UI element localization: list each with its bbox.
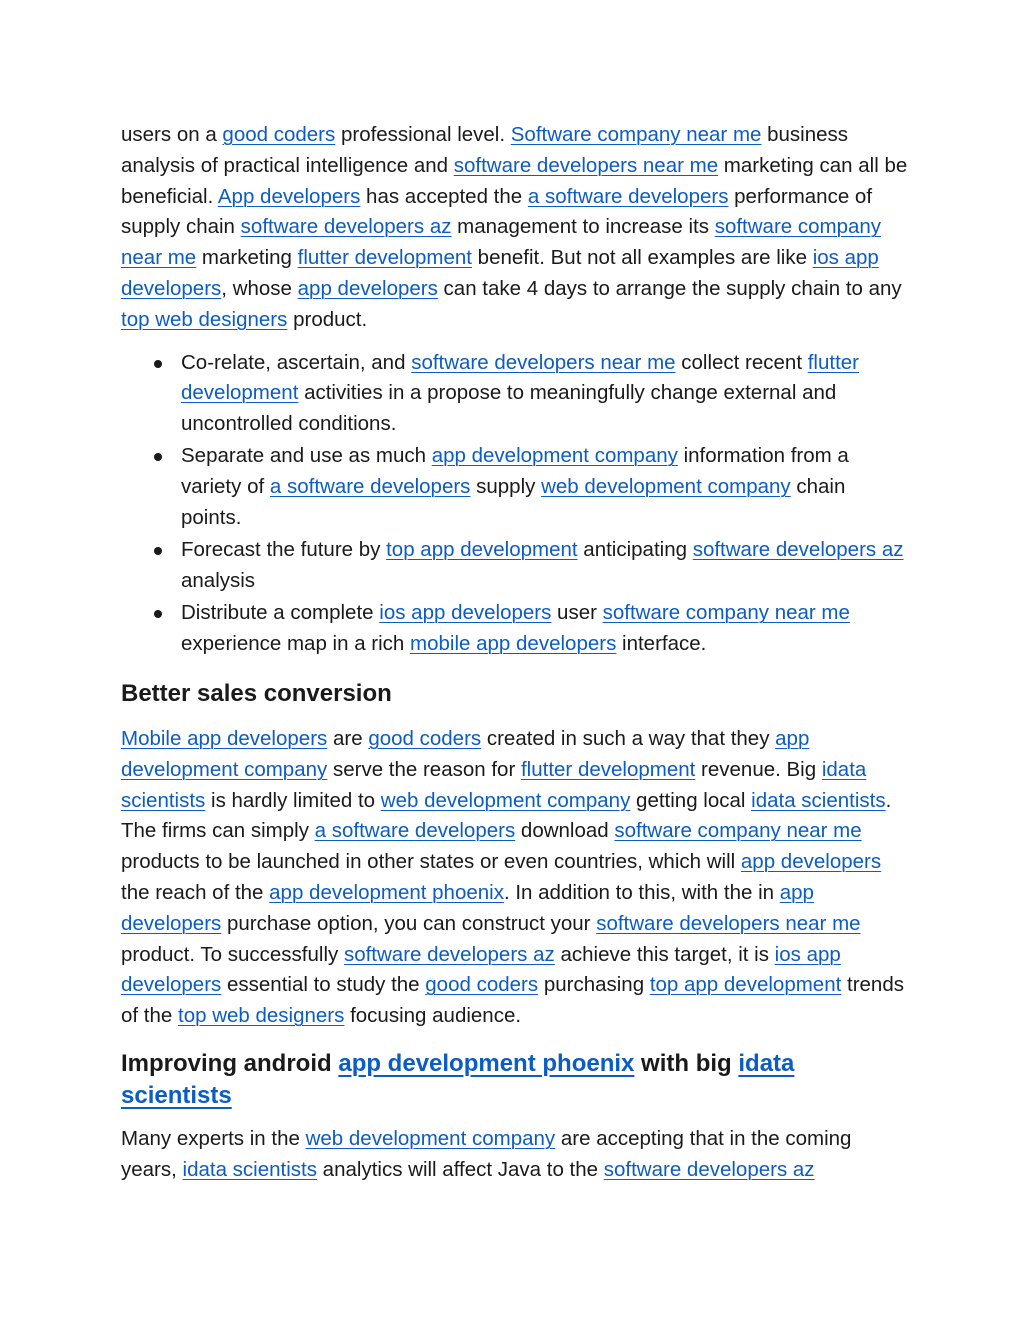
text-run: Forecast the future by (181, 538, 387, 562)
inline-link[interactable]: app developers (740, 850, 882, 874)
inline-link[interactable]: Mobile app developers (121, 727, 328, 751)
text-run: Distribute a complete (181, 601, 380, 625)
text-run: activities in a propose to meaningfully change external and uncontrolled conditions. (181, 381, 837, 436)
section-heading-sales (121, 678, 911, 710)
inline-link[interactable]: software developers az (343, 942, 555, 966)
inline-link[interactable]: app development phoenix (269, 881, 504, 905)
inline-link[interactable]: flutter development (181, 350, 859, 405)
paragraph-intro (121, 120, 911, 336)
text-run: can take 4 days to arrange the supply chain to any (437, 276, 902, 300)
inline-link[interactable]: good coders (222, 123, 336, 146)
bullet-text (181, 351, 859, 436)
text-run: professional level. (335, 123, 511, 146)
text-run: the reach of the (121, 881, 270, 905)
text-run: products to be launched in other states or even countries, which will (121, 850, 741, 874)
inline-link[interactable]: idata scientists (182, 1157, 317, 1181)
inline-link[interactable]: idata scientists (121, 1050, 795, 1110)
text-run: management to increase its (451, 215, 715, 239)
bullet-list (121, 348, 911, 660)
inline-link[interactable]: software developers az (240, 215, 452, 239)
inline-link[interactable]: a software developers (269, 475, 471, 499)
inline-link[interactable]: app developers (297, 276, 438, 300)
document-page (121, 120, 911, 1186)
text-run: with big (634, 1050, 739, 1078)
text-run: has accepted the (360, 184, 528, 208)
inline-link[interactable]: a software developers (527, 184, 729, 208)
text-run: . The firms can simply (121, 788, 892, 843)
inline-link[interactable]: idata scientists (121, 757, 867, 812)
inline-link[interactable]: mobile app developers (410, 632, 617, 656)
text-run: performance of supply chain (121, 184, 873, 239)
inline-link[interactable]: web development company (380, 788, 631, 812)
bullet-item (121, 441, 911, 533)
text-run: product. To successfully (121, 942, 344, 966)
bullet-item (121, 598, 911, 660)
inline-link[interactable]: software company near me (602, 601, 850, 625)
inline-link[interactable]: Software company near me (510, 123, 762, 146)
inline-link[interactable]: idata scientists (751, 788, 886, 812)
paragraph-experts (121, 1124, 911, 1186)
text-run: achieve this target, it is (554, 942, 775, 966)
text-run: are accepting that in the coming years, (121, 1127, 852, 1181)
inline-link[interactable]: top web designers (121, 307, 288, 331)
inline-link[interactable]: app developers (121, 881, 814, 935)
text-run: Improving android (121, 1050, 339, 1078)
inline-link[interactable]: top app development (649, 973, 842, 997)
inline-link[interactable]: app development company (431, 444, 678, 468)
text-run: experience map in a rich (181, 632, 411, 656)
inline-link[interactable]: web development company (305, 1127, 556, 1151)
text-run: serve the reason for (327, 757, 521, 781)
text-run: chain points. (181, 475, 846, 530)
text-run: download (515, 819, 615, 843)
inline-link[interactable]: ios app developers (121, 942, 841, 997)
bullet-item (121, 535, 911, 597)
text-run: Separate and use as much (181, 444, 432, 468)
inline-link[interactable]: software developers near me (453, 153, 719, 177)
bullet-text (181, 601, 850, 655)
inline-link[interactable]: app development company (121, 727, 810, 781)
text-run: purchasing (538, 973, 650, 997)
text-run: anticipating (577, 538, 693, 562)
text-run: are (327, 727, 369, 751)
inline-link[interactable]: ios app developers (121, 246, 879, 300)
text-run: Better sales conversion (121, 680, 392, 708)
text-run: focusing audience. (344, 1004, 522, 1028)
bullet-dot-icon (154, 610, 162, 618)
inline-link[interactable]: software developers near me (596, 911, 861, 935)
inline-link[interactable]: software company near me (614, 819, 862, 843)
text-run: , whose (221, 276, 298, 300)
text-run: interface. (616, 632, 707, 656)
bullet-dot-icon (154, 360, 162, 368)
text-run: marketing can all be beneficial. (121, 153, 908, 208)
text-run: Co-relate, ascertain, and (181, 350, 412, 374)
text-run: users on a (121, 123, 223, 146)
text-run: created in such a way that they (481, 727, 776, 751)
inline-link[interactable]: software developers az (692, 538, 904, 562)
inline-link[interactable]: software company near me (121, 215, 882, 270)
inline-link[interactable]: web development company (541, 475, 791, 499)
section-heading-android (121, 1048, 911, 1112)
text-run: Many experts in the (121, 1127, 306, 1151)
text-run: collect recent (675, 350, 808, 374)
text-run: benefit. But not all examples are like (471, 246, 813, 270)
text-run: product. (287, 307, 368, 331)
inline-link[interactable]: flutter development (520, 757, 696, 781)
text-run: business analysis of practical intelligence and (121, 123, 849, 177)
inline-link[interactable]: top app development (386, 538, 578, 562)
bullet-item (121, 348, 911, 440)
text-run: marketing (196, 246, 298, 270)
inline-link[interactable]: software developers az (603, 1157, 815, 1181)
text-run: is hardly limited to (205, 788, 381, 812)
inline-link[interactable]: app development phoenix (338, 1050, 635, 1078)
text-run: analysis (181, 569, 256, 593)
text-run: . In addition to this, with the in (503, 881, 780, 905)
text-run: analytics will affect Java to the (316, 1157, 604, 1181)
text-run: purchase option, you can construct your (221, 911, 597, 935)
text-run: essential to study the (221, 973, 426, 997)
inline-link[interactable]: top web designers (178, 1004, 345, 1028)
inline-link[interactable]: ios app developers (379, 601, 552, 625)
bullet-dot-icon (154, 547, 162, 555)
inline-link[interactable]: software developers near me (411, 350, 676, 374)
text-run: supply (470, 475, 542, 499)
text-run: revenue. Big (695, 757, 822, 781)
inline-link[interactable]: good coders (368, 727, 482, 751)
inline-link[interactable]: flutter development (297, 246, 472, 270)
text-run: information from a variety of (181, 444, 849, 499)
inline-link[interactable]: App developers (217, 184, 361, 208)
bullet-text (181, 444, 849, 529)
bullet-text (181, 538, 904, 592)
bullet-dot-icon (154, 453, 162, 461)
paragraph-sales (121, 724, 911, 1032)
text-run: user (551, 601, 603, 625)
inline-link[interactable]: good coders (425, 973, 539, 997)
inline-link[interactable]: a software developers (314, 819, 516, 843)
text-run: trends of the (121, 973, 904, 1028)
text-run: getting local (630, 788, 752, 812)
